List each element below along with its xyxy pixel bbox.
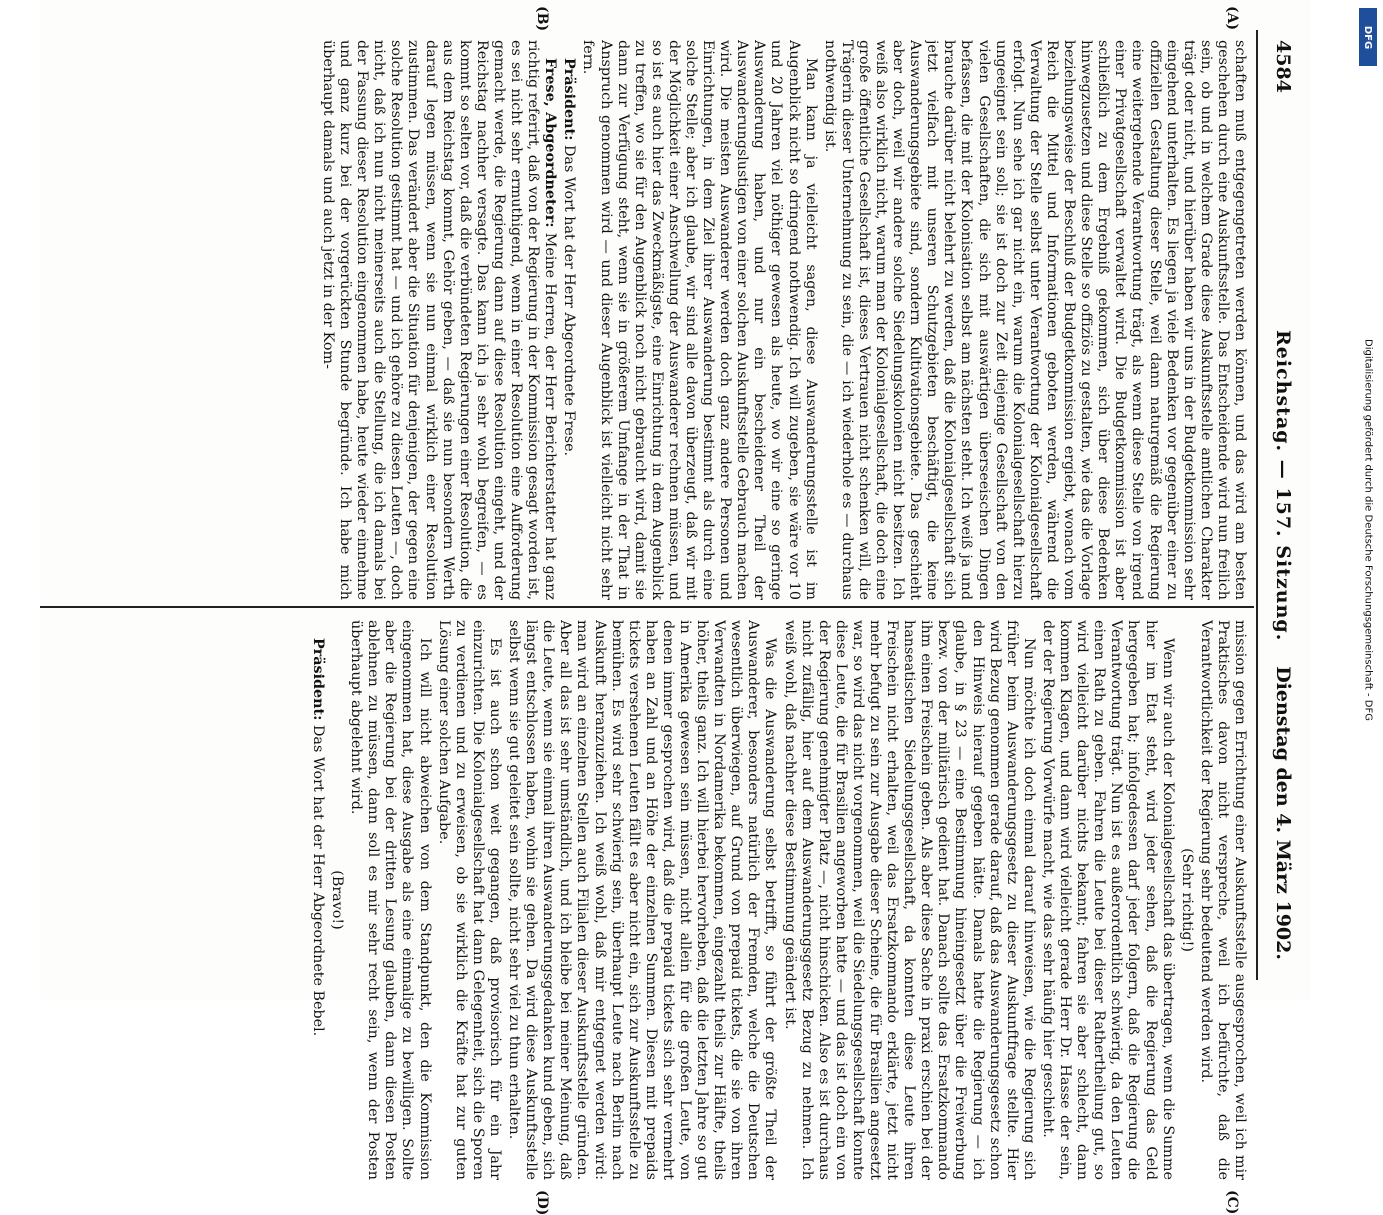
page-number: 4584: [1272, 40, 1294, 93]
dfg-logo: DFG: [1359, 8, 1377, 66]
margin-mark-a: (A): [1224, 6, 1240, 31]
header-rule: [1256, 30, 1258, 980]
paragraph: [1178, 620, 1195, 1180]
right-column: [50, 620, 1248, 1180]
paragraph-text: Nun möchte ich doch einmal darauf hinweisen, wie die Regierung sich früher beim Auswanderungsgesetz zu dieser Auskunftfrage stellte. Hier wird Bezug genommen gerade darauf, daß das Auswanderungsgesetz schon den Hinweis hierauf gegeben hätte. Damals hatte die Regierung — ich glaube, in § 23 — eine Bestimmung hineingesetzt über die Freiwerbung bezw. von der militärisch gedient hat. Danach sollte das Ersatzkommando ihm einen Freischein geben. Als aber diese Sache in praxi erschien bei der hanseatischen Siedelungsgesellschaft, da konnten diese Leute ihren Freischein nicht erhalten, weil das Ersatzkommando erklärte, jetzt nicht mehr befugt zu sein zur Ausgabe dieser Scheine, die für Brasilien angesetzt war, so wird das nicht vorgenommen, weil die Siedelungsgesellschaft konnte diese Leute, die für Brasilien angeworben hatte — und das ist doch ein von der Regierung genehmigter Platz —, nicht hinschicken. Also es ist durchaus nicht zufällig, hier auf dem Auswanderungsgesetz Bezug zu nehmen. Ich weiß wohl, daß nachher diese Bestimmung geändert ist.: [781, 620, 1037, 1180]
paragraph: [1039, 620, 1176, 1180]
paragraph-text: Das Wort hat der Herr Abgeordnete Bebel.: [310, 724, 327, 1037]
session-title: Reichstag. — 157. Sitzung.: [1272, 330, 1294, 642]
margin-mark-b: (B): [534, 6, 550, 32]
paragraph-text: Wenn wir auch der Kolonialgesellschaft das übertragen, wenn die Summe hier im Etat steht, wird jeder sehen, daß die Regierung das Geld hergegeben hat; infolgedessen darf jeder folgern, daß die Regierung die Verantwortung trägt. Nun ist es außerordentlich schwierig, da den Leuten einen Rath zu geben. Fahren die Leute bei dieser Rathertheilung gut, so wird vielleicht darüber nichts bekannt; fahren sie aber schlecht, dann kommen Klagen, und dann wird vielleicht gerade Herr Dr. Hasse der sein, der der Regierung Vorwürfe macht, wie das sehr häufig hier geschieht.: [1039, 620, 1176, 1180]
digitization-credit: Digitalisierung gefördert durch die Deutsche Forschungsgemeinschaft - DFG: [1362, 338, 1374, 722]
paragraph: [1197, 620, 1248, 1180]
paragraph: [560, 40, 577, 600]
paragraph: [328, 620, 345, 1180]
paragraph: [347, 620, 432, 1180]
paragraph: [780, 620, 1036, 1180]
paragraph: [309, 620, 326, 1180]
column-divider: [40, 606, 1254, 608]
paragraph: [579, 40, 818, 600]
margin-mark-c: (C): [1224, 1190, 1240, 1215]
paragraph: [319, 40, 558, 600]
paragraph-text: Was die Auswanderung selbst betrifft, so führt der größte Theil der Auswanderer, besonders natürlich der Fremden, welche die Deutschen wesentlich überwiegen, auf Grund von prepaid tickets, die sie von ihren Verwandten in Nordamerika bekommen, eingezahlt theils zur Hälfte, theils höher, theils ganz. Ich will hierbei hervorheben, daß die letzten Jahre so gut in Amerika gewesen sein müssen, nicht allein für die großen Leute, von denen immer gesprochen wird, daß die prepaid tickets sich sehr vermehrt haben an Zahl und an Höhe der einzelnen Summen. Diesen mit prepaids tickets versehenen Leuten fällt es aber nicht ein, sich zur Auskunftsstelle zu bemühen. Es wird sehr schwierig sein, überhaupt Leute nach Berlin nach Auskunft heranzuziehen. Ich weiß wohl, daß mir entgegnet werden wird: man wird an einzelnen Stellen auch Filialen dieser Auskunftsstelle gründen. Aber all das ist sehr umständlich, und ich bleibe bei meiner Meinung, daß die Leute, wenn sie einmal ihren Auswanderungsgedanken kund geben, sich längst entschlossen haben, wohin sie gehen. Da wird diese Auskunftsstelle selbst wenn sie gut geleitet sein sollte, nicht sehr viel zu thun erhalten.: [506, 620, 779, 1180]
paragraph-text: (Bravo!): [329, 870, 346, 930]
speaker-name: Frese, Abgeordneter:: [542, 58, 559, 228]
paragraph-text: mission gegen Errichtung einer Auskunftsstelle ausgesprochen, weil ich mir Praktisches davon nicht verspreche, weil ich befürchte, daß die Verantwortlichkeit der Regierung sehr bedeutend werden wird.: [1197, 620, 1248, 1180]
paragraph: [435, 620, 503, 1180]
page-header: [1260, 40, 1300, 970]
paragraph-text: Meine Herren, der Herr Berichterstatter hat ganz richtig referirt, daß von der Regierung in der Kommission gesagt worden ist, es sei nicht sehr ermuthigend, wenn in einer Resolution eine Aufforderung gemacht werde, die Regierung dann auf diese Resolution eingeht, und der Reichstag nachher versagte. Das kann ich ja sehr wohl begreifen, — es kommt so selten vor, daß die verbündeten Regierungen einer Resolution, die aus dem Reichstag kommt, Gehör geben, — daß sie nun besondern Werth darauf legen müssen, wenn sie nun einmal wirklich einer Resolution zustimmen. Das verändert aber die Situation für denjenigen, der gegen eine solche Resolution gestimmt hat — und ich gehöre zu diesen Leuten —, doch nicht, daß ich nun nicht meinerseits auch die Stellung, die ich damals bei der Fassung dieser Resolution eingenommen habe, heute wieder einnehme und ganz kurz bei der vorgerückten Stunde begründe. Ich habe mich überhaupt damals und auch jetzt in der Kom-: [320, 40, 559, 600]
paragraph-text: Ich will nicht abweichen von dem Standpunkt, den die Kommission eingenommen hat, diese Ausgabe als eine einmalige zu bewilligen. Sollte aber die Regierung bei der dritten Lesung glauben, dann diesen Posten ablehnen zu müssen, dann soll es mir sehr recht sein, wenn der Posten überhaupt abgelehnt wird.: [348, 620, 433, 1180]
paragraph-text: Es ist auch schon weit gegangen, daß provisorisch für ein Jahr einzurichten. Die Kolonialgesellschaft hat dann Gelegenheit, sich die Sporen zu verdienen und zu erweisen, ob sie wirklich die Kräfte hat zur guten Lösung einer solchen Aufgabe.: [435, 620, 503, 1180]
paragraph-text: (Sehr richtig!): [1178, 848, 1195, 952]
speaker-name: Präsident:: [561, 58, 578, 141]
rotated-page: [40, 0, 1310, 1215]
paragraph: [821, 40, 1248, 600]
left-column: [50, 40, 1248, 600]
paragraph-text: Man kann ja vielleicht sagen, diese Auswanderungsstelle ist im Augenblick nicht so dringend nothwendig. Ich will zugeben, sie wäre vor 10 und 20 Jahren viel nöthiger gewesen als heute, wo wir eine so geringe Auswanderung haben, und nur ein bescheidener Theil der Auswanderungslustigen von einer solchen Auskunftsstelle Gebrauch machen wird. Die meisten Auswanderer werden doch ganz andere Personen und Einrichtungen, in dem Ziel ihrer Auswanderung bestimmt als durch eine solche Stelle; aber ich glaube, wir sind alle davon überzeugt, daß wir mit der Möglichkeit einer Anschwellung der Auswanderer rechnen müssen, und so ist es auch hier das Zweckmäßigste, eine Einrichtung in dem Augenblick zu treffen, wo sie für den Augenblick noch nicht gebraucht wird, damit sie dann zur Verfügung steht, wenn sie in größerem Umfange in der That in Anspruch genommen wird — und dieser Augenblick ist vielleicht nicht sehr fern.: [580, 40, 819, 600]
speaker-name: Präsident:: [310, 638, 327, 721]
paragraph-text: schaften muß entgegengetreten werden können, und das wird am besten geschehen durch eine Auskunftsstelle. Das Entscheidende wird nun freilich sein, ob und in welchem Grade diese Auskunftsstelle amtlichen Charakter trägt oder nicht, und hierüber haben wir uns in der Budgetkommission sehr eingehend unterhalten. Es liegen ja viele Bedenken vor gegenüber einer zu offiziellen Gestaltung dieser Stelle, weil dann naturgemäß die Regierung eine weitergehende Verantwortung trägt, als wenn diese Stelle von irgend einer Privatgesellschaft verwaltet wird. Die Budgetkommission ist aber schließlich zu dem Ergebniß gekommen, sich über diese Bedenken hinwegzusetzen und diese Stelle so offiziös zu gestalten, wie das die Vorlage beziehungsweise der Beschluß der Budgetkommission ergiebt, wonach vom Reich die Mittel und Informationen geboten werden, während die Verwaltung der Stelle selbst unter Verantwortung der Kolonialgesellschaft erfolgt. Nun sehe ich gar nicht ein, warum die Kolonialgesellschaft hierzu ungeeignet sein soll; sie ist doch zur Zeit diejenige Gesellschaft von den vielen Gesellschaften, die sich mit auswärtigen überseeischen Dingen befassen, die mit der Kolonisation selbst am nächsten steht. Ich weiß ja und brauche darüber nicht belehrt zu werden, daß die Kolonialgesellschaft sich jetzt vielfach mit unseren Schutzgebieten beschäftigt, die keine Auswanderungsgebiete sind, sondern Kultivationsgebiete. Das geschieht aber doch, weil wir andere solche Siedelungskolonien nicht besitzen. Ich weiß also wirklich nicht, warum man der Kolonialgesellschaft, die doch eine große öffentliche Gesellschaft ist, dieses Vertrauen nicht schenken will, die Trägerin dieser Unternehmung zu sein, die — ich wiederhole es — durchaus nothwendig ist.: [821, 40, 1248, 600]
paragraph-text: Das Wort hat der Herr Abgeordnete Frese.: [561, 144, 578, 457]
session-date: Dienstag den 4. März 1902.: [1272, 666, 1294, 960]
margin-mark-d: (D): [534, 1190, 550, 1215]
paragraph: [505, 620, 779, 1180]
